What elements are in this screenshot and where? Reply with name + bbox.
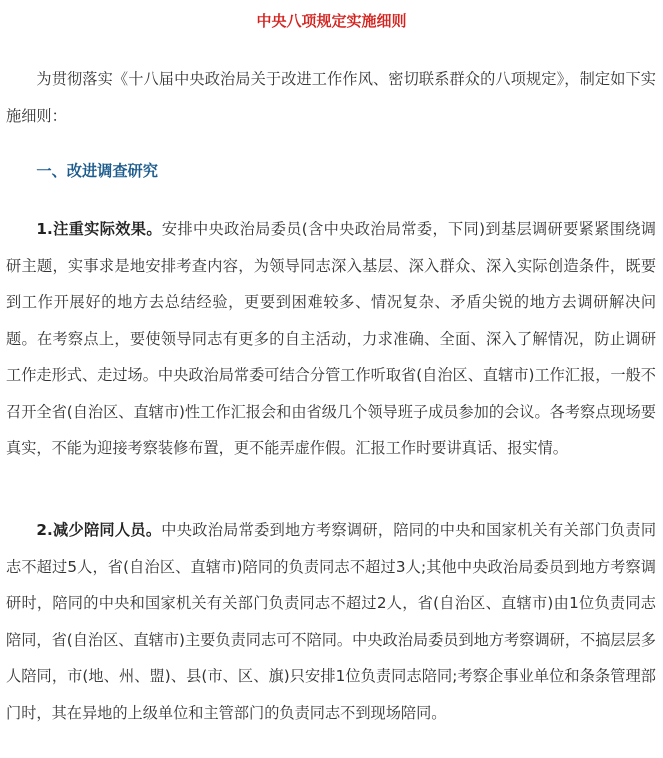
item-2-lead: 2.减少陪同人员。 [36,521,162,539]
item-1-paragraph [6,211,656,467]
intro-paragraph: 为贯彻落实《十八届中央政治局关于改进工作作风、密切联系群众的八项规定》，制定如下实施细则： [6,70,656,125]
item-2-body: 中央政治局常委到地方考察调研，陪同的中央和国家机关有关部门负责同志不超过5人，省(自治区、直辖市)陪同的负责同志不超过3人;其他中央政治局委员到地方考察调研时，陪同的中央和国家机关有关部门负责同志不超过2人，省(自治区、直辖市)由1位负责同志陪同，省(自治区、直辖市)主要负责同志可不陪同。中央政治局委员到地方考察调研，不搞层层多人陪同，市(地、州、盟)、县(市、区、旗)只安排1位负责同志陪同;考察企事业单位和条条管理部门时，其在异地的上级单位和主管部门的负责同志不到现场陪同。 [6,521,657,722]
section-heading-1: 一、改进调查研究 [36,162,158,180]
item-1-body: 安排中央政治局委员(含中央政治局常委，下同)到基层调研要紧紧围绕调研主题，实事求是地安排考查内容，为领导同志深入基层、深入群众、深入实际创造条件，既要到工作开展好的地方去总结经验，更要到困难较多、情况复杂、矛盾尖锐的地方去调研解决问题。在考察点上，要使领导同志有更多的自主活动，力求准确、全面、深入了解情况，防止调研工作走形式、走过场。中央政治局常委可结合分管工作听取省(自治区、直辖市)工作汇报，一般不召开全省(自治区、直辖市)性工作汇报会和由省级几个领导班子成员参加的会议。各考察点现场要真实，不能为迎接考察装修布置，更不能弄虚作假。汇报工作时要讲真话、报实情。 [6,220,656,457]
item-1-lead: 1.注重实际效果。 [36,220,162,238]
document-title: 中央八项规定实施细则 [256,12,407,30]
item-2-paragraph [6,512,656,731]
